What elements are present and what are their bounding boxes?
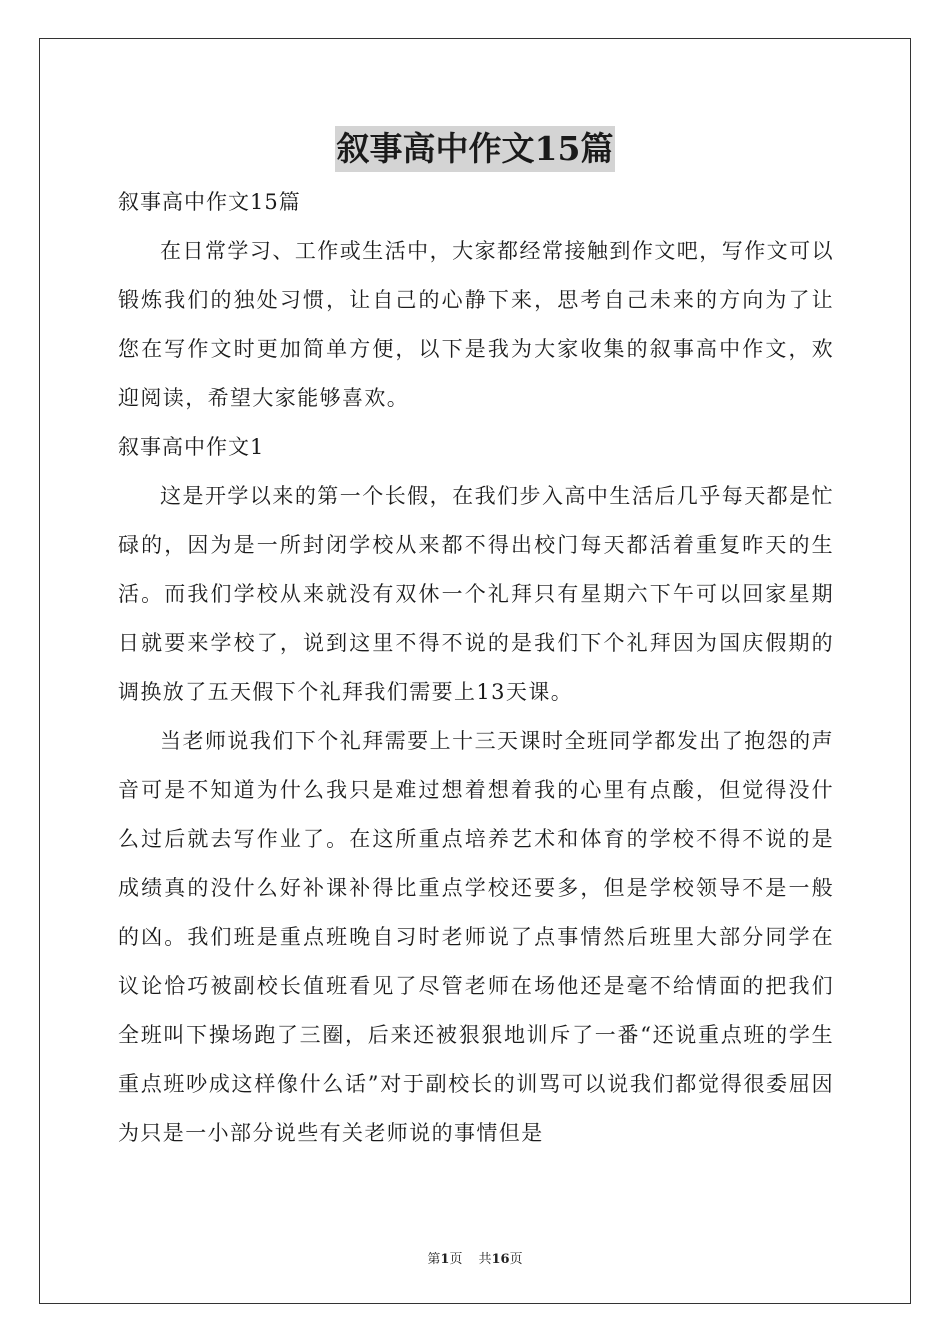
section-heading: 叙事高中作文1 bbox=[118, 435, 265, 459]
title-container bbox=[0, 126, 950, 172]
document-body bbox=[118, 178, 834, 1158]
document-title: 叙事高中作文15篇 bbox=[335, 126, 616, 172]
document-subtitle: 叙事高中作文15篇 bbox=[118, 190, 301, 214]
footer-page-current: 1 bbox=[440, 1252, 450, 1267]
intro-paragraph: 在日常学习、工作或生活中，大家都经常接触到作文吧，写作文可以锻炼我们的独处习惯，让自己的心静下来，思考自己未来的方向为了让您在写作文时更加简单方便，以下是我为大家收集的叙事高中作文，欢迎阅读，希望大家能够喜欢。 bbox=[118, 239, 834, 410]
footer-total-suffix: 页 bbox=[509, 1252, 523, 1267]
footer-page-total: 16 bbox=[491, 1252, 510, 1267]
body-paragraph-1: 这是开学以来的第一个长假，在我们步入高中生活后几乎每天都是忙碌的，因为是一所封闭学校从来都不得出校门每天都活着重复昨天的生活。而我们学校从来就没有双休一个礼拜只有星期六下午可以回家星期日就要来学校了，说到这里不得不说的是我们下个礼拜因为国庆假期的调换放了五天假下个礼拜我们需要上13天课。 bbox=[118, 484, 834, 704]
footer-total-prefix: 共 bbox=[478, 1252, 492, 1267]
page-footer bbox=[0, 1248, 950, 1267]
footer-page-mid: 页 bbox=[449, 1252, 463, 1267]
body-paragraph-2: 当老师说我们下个礼拜需要上十三天课时全班同学都发出了抱怨的声音可是不知道为什么我只是难过想着想着我的心里有点酸，但觉得没什么过后就去写作业了。在这所重点培养艺术和体育的学校不得不说的是成绩真的没什么好补课补得比重点学校还要多，但是学校领导不是一般的凶。我们班是重点班晚自习时老师说了点事情然后班里大部分同学在议论恰巧被副校长值班看见了尽管老师在场他还是毫不给情面的把我们全班叫下操场跑了三圈，后来还被狠狠地训斥了一番“还说重点班的学生重点班吵成这样像什么话”对于副校长的训骂可以说我们都觉得很委屈因为只是一小部分说些有关老师说的事情但是 bbox=[118, 729, 834, 1145]
footer-page-prefix: 第 bbox=[427, 1252, 441, 1267]
